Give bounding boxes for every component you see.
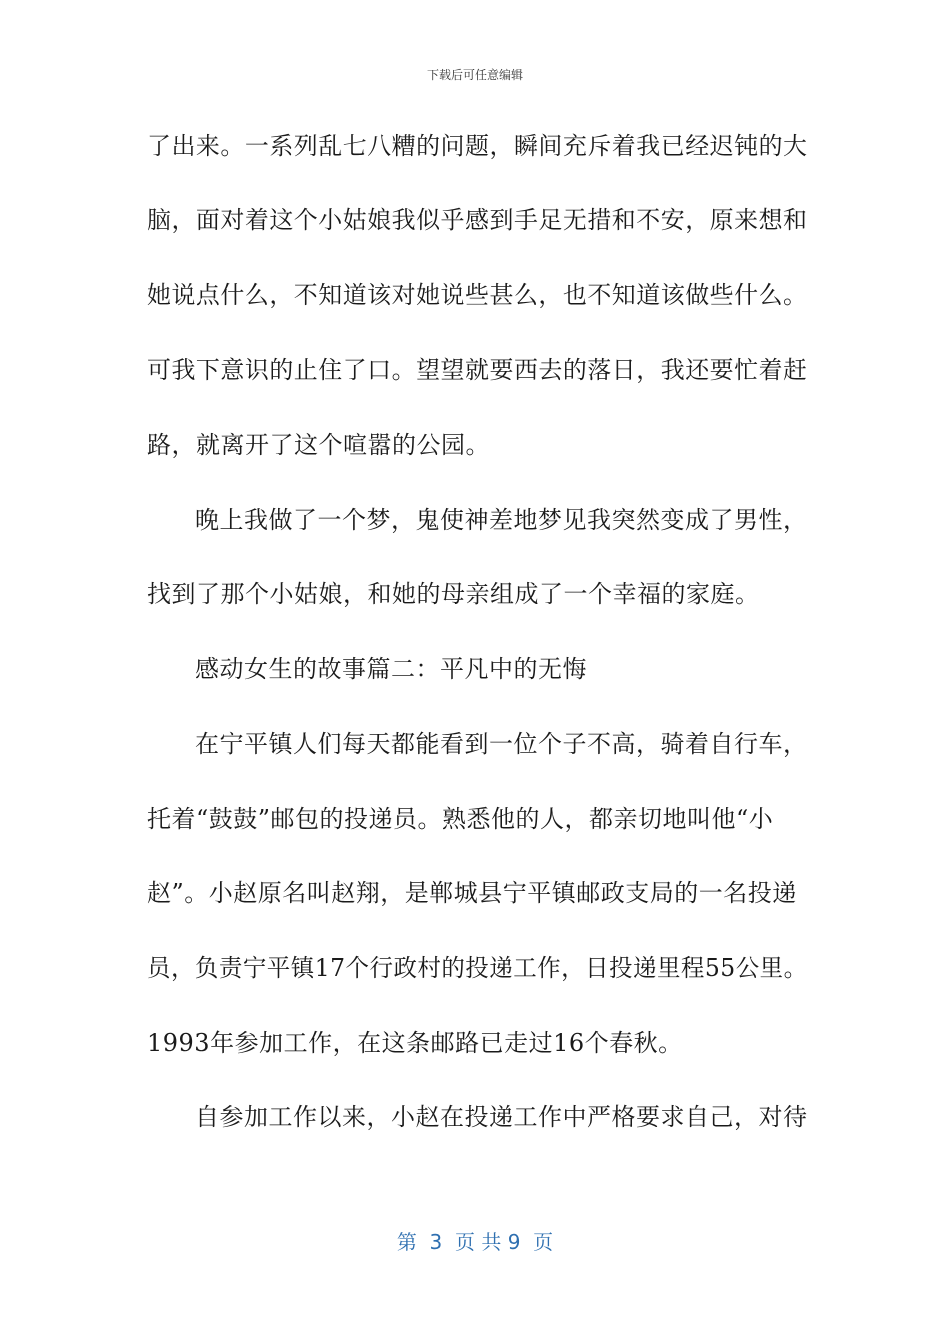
text-line: 1993年参加工作，在这条邮路已走过16个春秋。	[147, 1029, 683, 1057]
page-number: 第 3 页 共 9 页	[396, 1230, 554, 1254]
text-line: 在宁平镇人们每天都能看到一位个子不高，骑着自行车，	[195, 730, 808, 758]
text-line: 脑，面对着这个小姑娘我似乎感到手足无措和不安，原来想和	[147, 206, 808, 234]
text-line: 晚上我做了一个梦，鬼使神差地梦见我突然变成了男性，	[195, 506, 808, 534]
text-line: 托着“鼓鼓”邮包的投递员。熟悉他的人，都亲切地叫他“小	[147, 805, 774, 833]
text-line: 她说点什么，不知道该对她说些甚么，也不知道该做些什么。	[147, 281, 808, 309]
text-line: 路，就离开了这个喧嚣的公园。	[147, 431, 490, 459]
text-line: 赵”。小赵原名叫赵翔，是郸城县宁平镇邮政支局的一名投递	[147, 879, 797, 907]
text-line: 员，负责宁平镇17个行政村的投递工作，日投递里程55公里。	[147, 954, 808, 982]
text-line: 了出来。一系列乱七八糟的问题，瞬间充斥着我已经迟钝的大	[147, 132, 808, 160]
section-heading: 感动女生的故事篇二：平凡中的无悔	[195, 655, 587, 683]
text-line: 找到了那个小姑娘，和她的母亲组成了一个幸福的家庭。	[147, 580, 760, 608]
text-line: 自参加工作以来，小赵在投递工作中严格要求自己，对待	[195, 1103, 808, 1131]
text-line: 可我下意识的止住了口。望望就要西去的落日，我还要忙着赶	[147, 356, 808, 384]
page-header: 下载后可任意编辑	[426, 68, 523, 82]
